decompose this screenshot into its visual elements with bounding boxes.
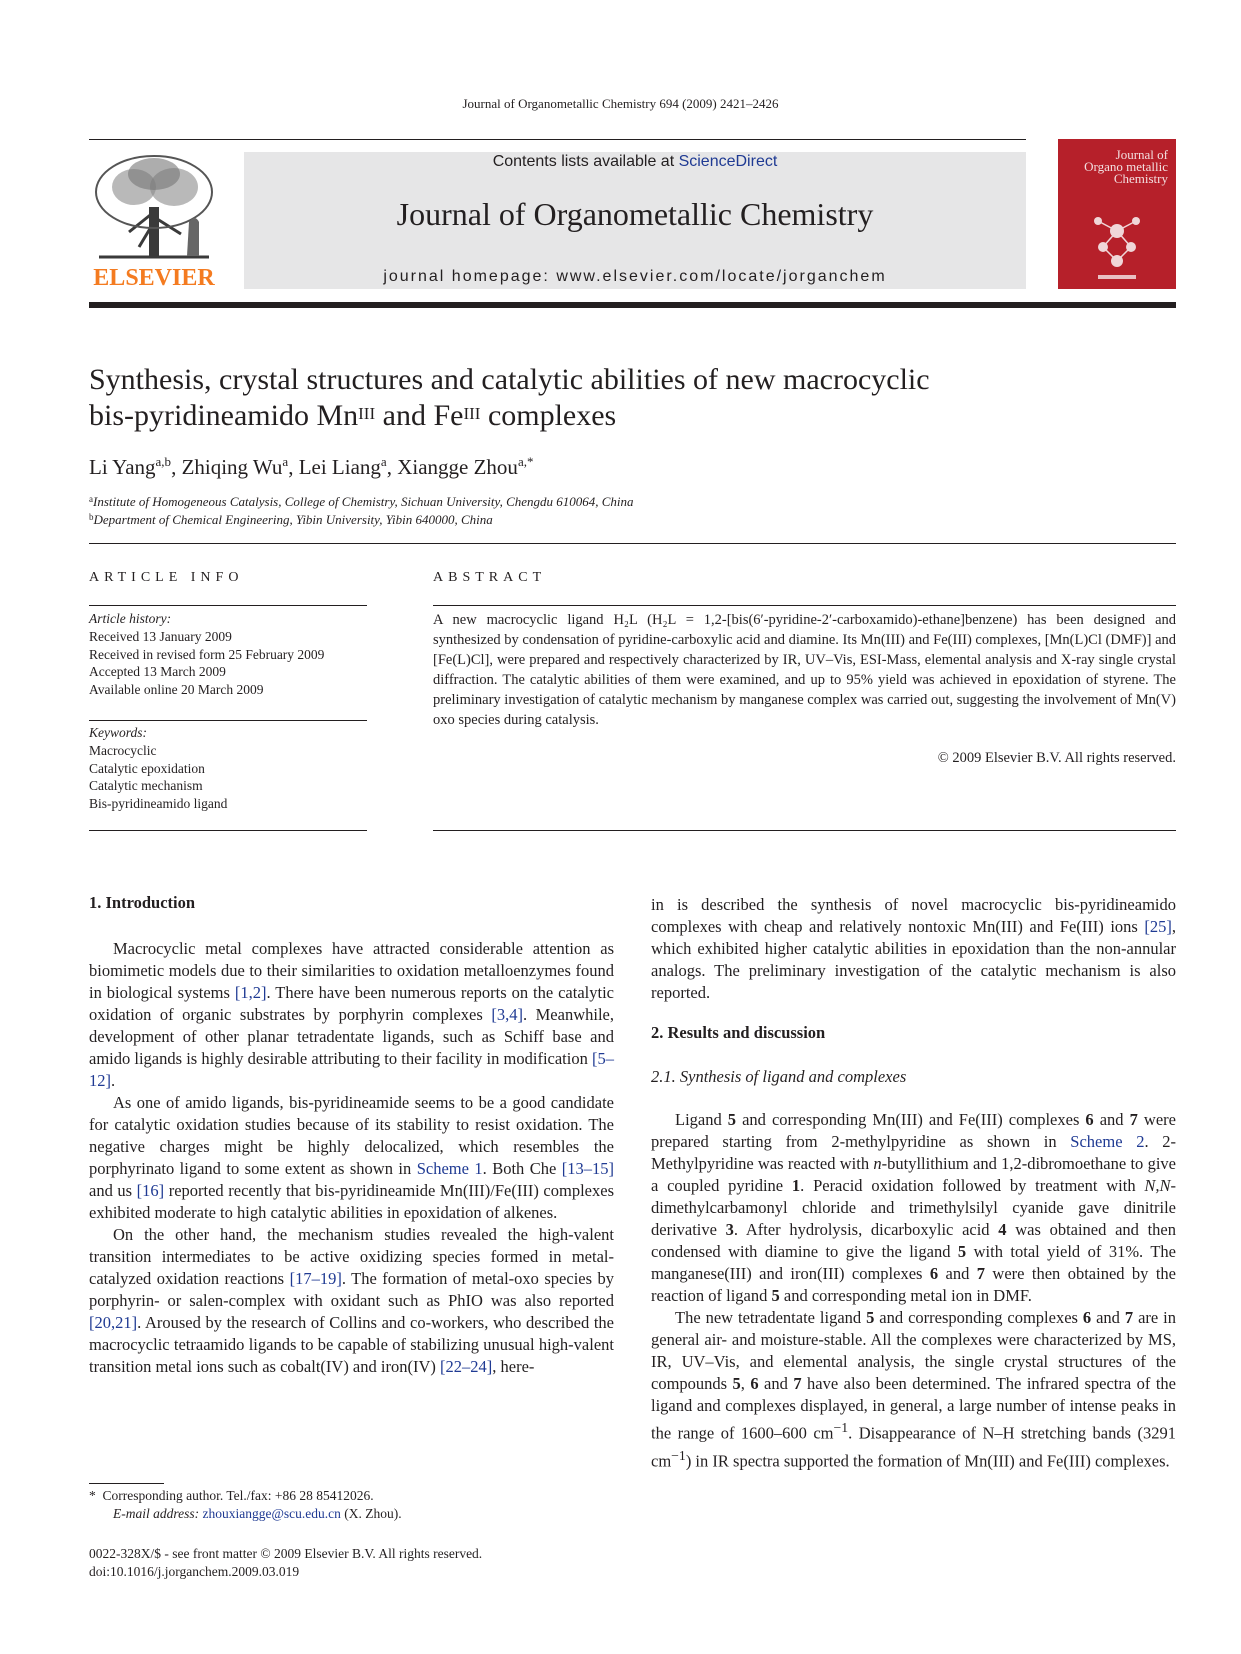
text: . <box>111 1071 116 1090</box>
article-info-heading: ARTICLE INFO <box>89 570 244 585</box>
text: ) in IR spectra supported the formation of Mn(III) and Fe(III) complexes. <box>685 1451 1170 1470</box>
text: Ligand <box>675 1110 728 1129</box>
ref-link[interactable]: [17–19] <box>289 1269 342 1288</box>
keyword: Bis-pyridineamido ligand <box>89 796 228 812</box>
doi[interactable]: doi:10.1016/j.jorganchem.2009.03.019 <box>89 1564 300 1579</box>
footnote <box>89 1487 402 1523</box>
header-thick-rule <box>89 302 1176 308</box>
keywords-label: Keywords: <box>89 725 147 740</box>
text: and <box>938 1264 977 1283</box>
scheme-link[interactable]: Scheme 2 <box>1070 1132 1145 1151</box>
ref-link[interactable]: [5–12] <box>89 1049 614 1090</box>
author-affil: a,b <box>155 454 172 469</box>
text: . Both Che <box>482 1159 562 1178</box>
text: . After hydrolysis, dicarboxylic acid <box>733 1220 999 1239</box>
synthesis-paragraph-1 <box>651 1109 1176 1307</box>
journal-citation: Journal of Organometallic Chemistry 694 (2009) 2421–2426 <box>462 96 779 111</box>
footnote-line <box>89 1487 402 1505</box>
title-sup-fe: III <box>463 404 481 423</box>
cover-title: Journal of Organo metallic Chemistry <box>1084 147 1168 186</box>
footnote-text: Corresponding author. Tel./fax: +86 28 85412026. <box>102 1488 374 1503</box>
results-heading: 2. Results and discussion <box>651 1023 826 1042</box>
keyword: Macrocyclic <box>89 742 157 758</box>
ref-link[interactable]: [16] <box>136 1181 165 1200</box>
journal-cover[interactable] <box>1058 139 1176 289</box>
text: in is described the synthesis of novel macrocyclic bis-pyridineamido complexes with cheap and relatively nontoxic Mn(III) and Fe(III) ions <box>651 895 1176 936</box>
front-matter <box>89 1545 482 1581</box>
text: . Disappearance of N–H stretching bands (3291 cm <box>651 1423 1176 1470</box>
header-rule <box>89 139 1026 140</box>
compound-number: 7 <box>1124 1308 1134 1327</box>
author-sep: , <box>386 455 398 479</box>
intro-paragraph-cont <box>651 894 1176 1004</box>
abstract-heading: ABSTRACT <box>433 570 547 585</box>
compound-number: 6 <box>750 1374 759 1393</box>
text: The new tetradentate ligand <box>675 1308 867 1327</box>
text: , here- <box>492 1357 535 1376</box>
text: were prepared starting from 2-methylpyridine as shown in <box>651 1110 1176 1151</box>
compound-number: 5 <box>732 1374 741 1393</box>
ref-link[interactable]: [25] <box>1144 917 1172 936</box>
compound-number: 7 <box>976 1264 986 1283</box>
ref-link[interactable]: [20,21] <box>89 1313 138 1332</box>
info-rule <box>89 830 367 831</box>
intro-paragraph-3 <box>89 1224 614 1378</box>
intro-paragraph-2 <box>89 1092 614 1224</box>
article-title <box>89 362 1089 434</box>
journal-homepage[interactable]: journal homepage: www.elsevier.com/locate/jorganchem <box>383 268 887 285</box>
article-history <box>89 610 369 699</box>
compound-number: 5 <box>771 1286 780 1305</box>
intro-heading: 1. Introduction <box>89 893 196 912</box>
text: were then obtained by the reaction of ligand <box>651 1264 1176 1305</box>
section-rule <box>89 543 1176 544</box>
title-line2-b: and Fe <box>375 399 464 432</box>
publisher-name: ELSEVIER <box>93 265 215 291</box>
compound-number: 6 <box>1085 1110 1094 1129</box>
abstract-rule <box>433 605 1176 606</box>
sciencedirect-link[interactable]: ScienceDirect <box>678 153 778 170</box>
text: -dimethylcarbamonyl chloride and trimethylsilyl cyanide gave dinitrile derivative <box>651 1176 1177 1239</box>
intro-paragraph-1 <box>89 938 614 1092</box>
text: . 2-Methylpyridine was reacted with <box>651 1132 1177 1173</box>
text: have also been determined. The infrared spectra of the ligand and complexes displayed, in general, a large number of intense peaks in the range of 1600–600 cm <box>651 1374 1176 1443</box>
email-link[interactable]: zhouxiangge@scu.edu.cn <box>202 1506 341 1521</box>
title-line2-c: complexes <box>480 399 617 432</box>
text: are in general air- and moisture-stable. All the complexes were characterized by MS, IR, UV–Vis, and elemental analysis, the single crystal structures of the compounds <box>651 1308 1176 1393</box>
footnote-email-line <box>89 1505 402 1523</box>
text: and corresponding metal ion in DMF. <box>779 1286 1032 1305</box>
superscript: −1 <box>671 1447 686 1463</box>
abstract-text: A new macrocyclic ligand H₂L (H₂L = 1,2-[bis(6′-pyridine-2′-carboxamido)-ethane]benzene) has been designed and synthesized by condensation of pyridine-carboxylic acid and diamine. Its Mn(III) and Fe(III) complexes, [Mn(L)Cl (DMF)] and [Fe(L)Cl], were prepared and respectively characterized by IR, UV–Vis, ESI-Mass, elemental analysis and X-ray single crystal diffraction. The catalytic abilities of them were examined, and up to 95% yield was achieved in epoxidation of styrene. The preliminary investigation of catalytic mechanism by manganese complex was carried out, suggesting the involvement of Mn(V) oxo species during catalysis. <box>433 612 1176 728</box>
italic-text: N,N <box>1144 1176 1171 1195</box>
text: -butyllithium and 1,2-dibromoethane to give a coupled pyridine <box>651 1154 1176 1195</box>
title-line2-a: bis-pyridineamido Mn <box>89 399 359 432</box>
compound-number: 7 <box>793 1374 802 1393</box>
email-suffix: (X. Zhou). <box>340 1506 402 1521</box>
compound-number: 4 <box>998 1220 1007 1239</box>
compound-number: 1 <box>791 1176 801 1195</box>
scheme-link[interactable]: Scheme 1 <box>416 1159 483 1178</box>
molecule-icon <box>1058 139 1176 289</box>
affiliation-text: Department of Chemical Engineering, Yibin University, Yibin 640000, China <box>93 512 493 527</box>
synthesis-paragraph-2 <box>651 1307 1176 1472</box>
author-name[interactable]: Xiangge Zhou <box>397 455 518 479</box>
superscript: −1 <box>833 1420 849 1435</box>
author-sep: , <box>288 455 299 479</box>
text: . There have been numerous reports on the catalytic oxidation of organic substrates by porphyrin complexes <box>89 983 614 1024</box>
contents-line <box>244 153 1026 171</box>
contents-prefix: Contents lists available at <box>492 153 679 170</box>
text: . Aroused by the research of Collins and co-workers, who described the macrocyclic tetraamido ligands to be capable of stabilizing unusual high-valent transition metal ions such as cobalt(IV) and iron(IV) <box>89 1313 614 1376</box>
affiliation-b <box>89 512 493 528</box>
footnote-rule <box>89 1483 164 1484</box>
affiliation-a <box>89 494 634 510</box>
ref-link[interactable]: [1,2] <box>234 983 267 1002</box>
text: Macrocyclic metal complexes have attracted considerable attention as biomimetic models due to their similarities to oxidation metalloenzymes found in biological systems <box>89 939 614 1002</box>
text: and <box>1091 1308 1125 1327</box>
author-name[interactable]: Zhiqing Wu <box>181 455 283 479</box>
tree-icon <box>89 152 219 262</box>
keyword: Catalytic epoxidation <box>89 760 205 776</box>
left-column <box>89 938 614 1378</box>
compound-number: 6 <box>1082 1308 1092 1327</box>
keyword: Catalytic mechanism <box>89 778 203 794</box>
text: . Peracid oxidation followed by treatment with <box>800 1176 1145 1195</box>
title-sup-mn: III <box>358 404 376 423</box>
author-name[interactable]: Li Yang <box>89 455 156 479</box>
affiliation-mark: a <box>89 494 93 504</box>
author-affil: a <box>380 454 387 469</box>
text: and us <box>89 1181 137 1200</box>
text: and <box>1093 1110 1130 1129</box>
text: . Meanwhile, development of other planar tetradentate ligands, such as Schiff base and amido ligands is highly desirable attributing to their facility in modification <box>89 1005 614 1068</box>
email-label: E-mail address: <box>113 1506 203 1521</box>
text: and corresponding Mn(III) and Fe(III) complexes <box>736 1110 1086 1129</box>
text: and corresponding complexes <box>874 1308 1083 1327</box>
text: As one of amido ligands, bis-pyridineamide seems to be a good candidate for catalytic oxidation studies because of its stability to resist oxidation. The negative charges might be highly delocalized, which resembles the porphyrinato ligand to some extent as shown in <box>89 1093 614 1178</box>
author-sep: , <box>171 455 182 479</box>
synthesis-heading: 2.1. Synthesis of ligand and complexes <box>651 1067 907 1086</box>
footnote-mark: * <box>89 1488 96 1503</box>
text: On the other hand, the mechanism studies revealed the high-valent transition intermediates to be active oxidizing species formed in metal-catalyzed oxidation reactions <box>89 1225 614 1288</box>
title-line1: Synthesis, crystal structures and catalytic abilities of new macrocyclic <box>89 363 930 396</box>
history-label: Article history: <box>89 611 172 626</box>
text: with total yield of 31%. The manganese(III) and iron(III) complexes <box>651 1242 1176 1283</box>
compound-number: 5 <box>957 1242 967 1261</box>
text: reported recently that bis-pyridineamide Mn(III)/Fe(III) complexes exhibited moderate to high catalytic abilities in epoxidation of alkenes. <box>89 1181 614 1222</box>
compound-number: 5 <box>727 1110 737 1129</box>
keywords <box>89 724 369 813</box>
author-list <box>89 454 533 480</box>
history-online: Available online 20 March 2009 <box>89 682 264 698</box>
info-rule <box>89 605 367 606</box>
ref-link[interactable]: [22–24] <box>440 1357 493 1376</box>
author-affil: a <box>282 454 289 469</box>
info-rule <box>89 720 367 721</box>
text: was obtained and then condensed with diamine to give the ligand <box>651 1220 1177 1261</box>
ref-link[interactable]: [13–15] <box>561 1159 615 1178</box>
abstract-rule <box>433 830 1176 831</box>
history-revised: Received in revised form 25 February 2009 <box>89 646 325 662</box>
right-column-top <box>651 894 1176 1004</box>
text: , <box>740 1374 751 1393</box>
italic-text: n <box>873 1154 882 1173</box>
history-received: Received 13 January 2009 <box>89 628 232 644</box>
elsevier-logo[interactable] <box>89 152 219 292</box>
affiliation-text: Institute of Homogeneous Catalysis, College of Chemistry, Sichuan University, Chengdu 610064, China <box>93 494 634 509</box>
history-accepted: Accepted 13 March 2009 <box>89 664 226 680</box>
compound-number: 3 <box>725 1220 734 1239</box>
text: and <box>758 1374 794 1393</box>
front-matter-line: 0022-328X/$ - see front matter © 2009 Elsevier B.V. All rights reserved. <box>89 1546 483 1561</box>
author-name[interactable]: Lei Liang <box>298 455 381 479</box>
author-affil: a,* <box>517 454 534 469</box>
text: . The formation of metal-oxo species by porphyrin- or salen-complex with oxidant such as PhIO was also reported <box>89 1269 614 1310</box>
compound-number: 6 <box>929 1264 939 1283</box>
journal-name: Journal of Organometallic Chemistry <box>396 196 874 232</box>
ref-link[interactable]: [3,4] <box>491 1005 523 1024</box>
right-column-body <box>651 1109 1176 1472</box>
affiliation-mark: b <box>89 512 94 522</box>
compound-number: 7 <box>1129 1110 1138 1129</box>
text: , which exhibited higher catalytic abilities in epoxidation than the non-annular analogs. The preliminary investigation of the catalytic mechanism is also reported. <box>651 917 1176 1002</box>
abstract-copyright: © 2009 Elsevier B.V. All rights reserved. <box>937 750 1176 766</box>
compound-number: 5 <box>866 1308 875 1327</box>
